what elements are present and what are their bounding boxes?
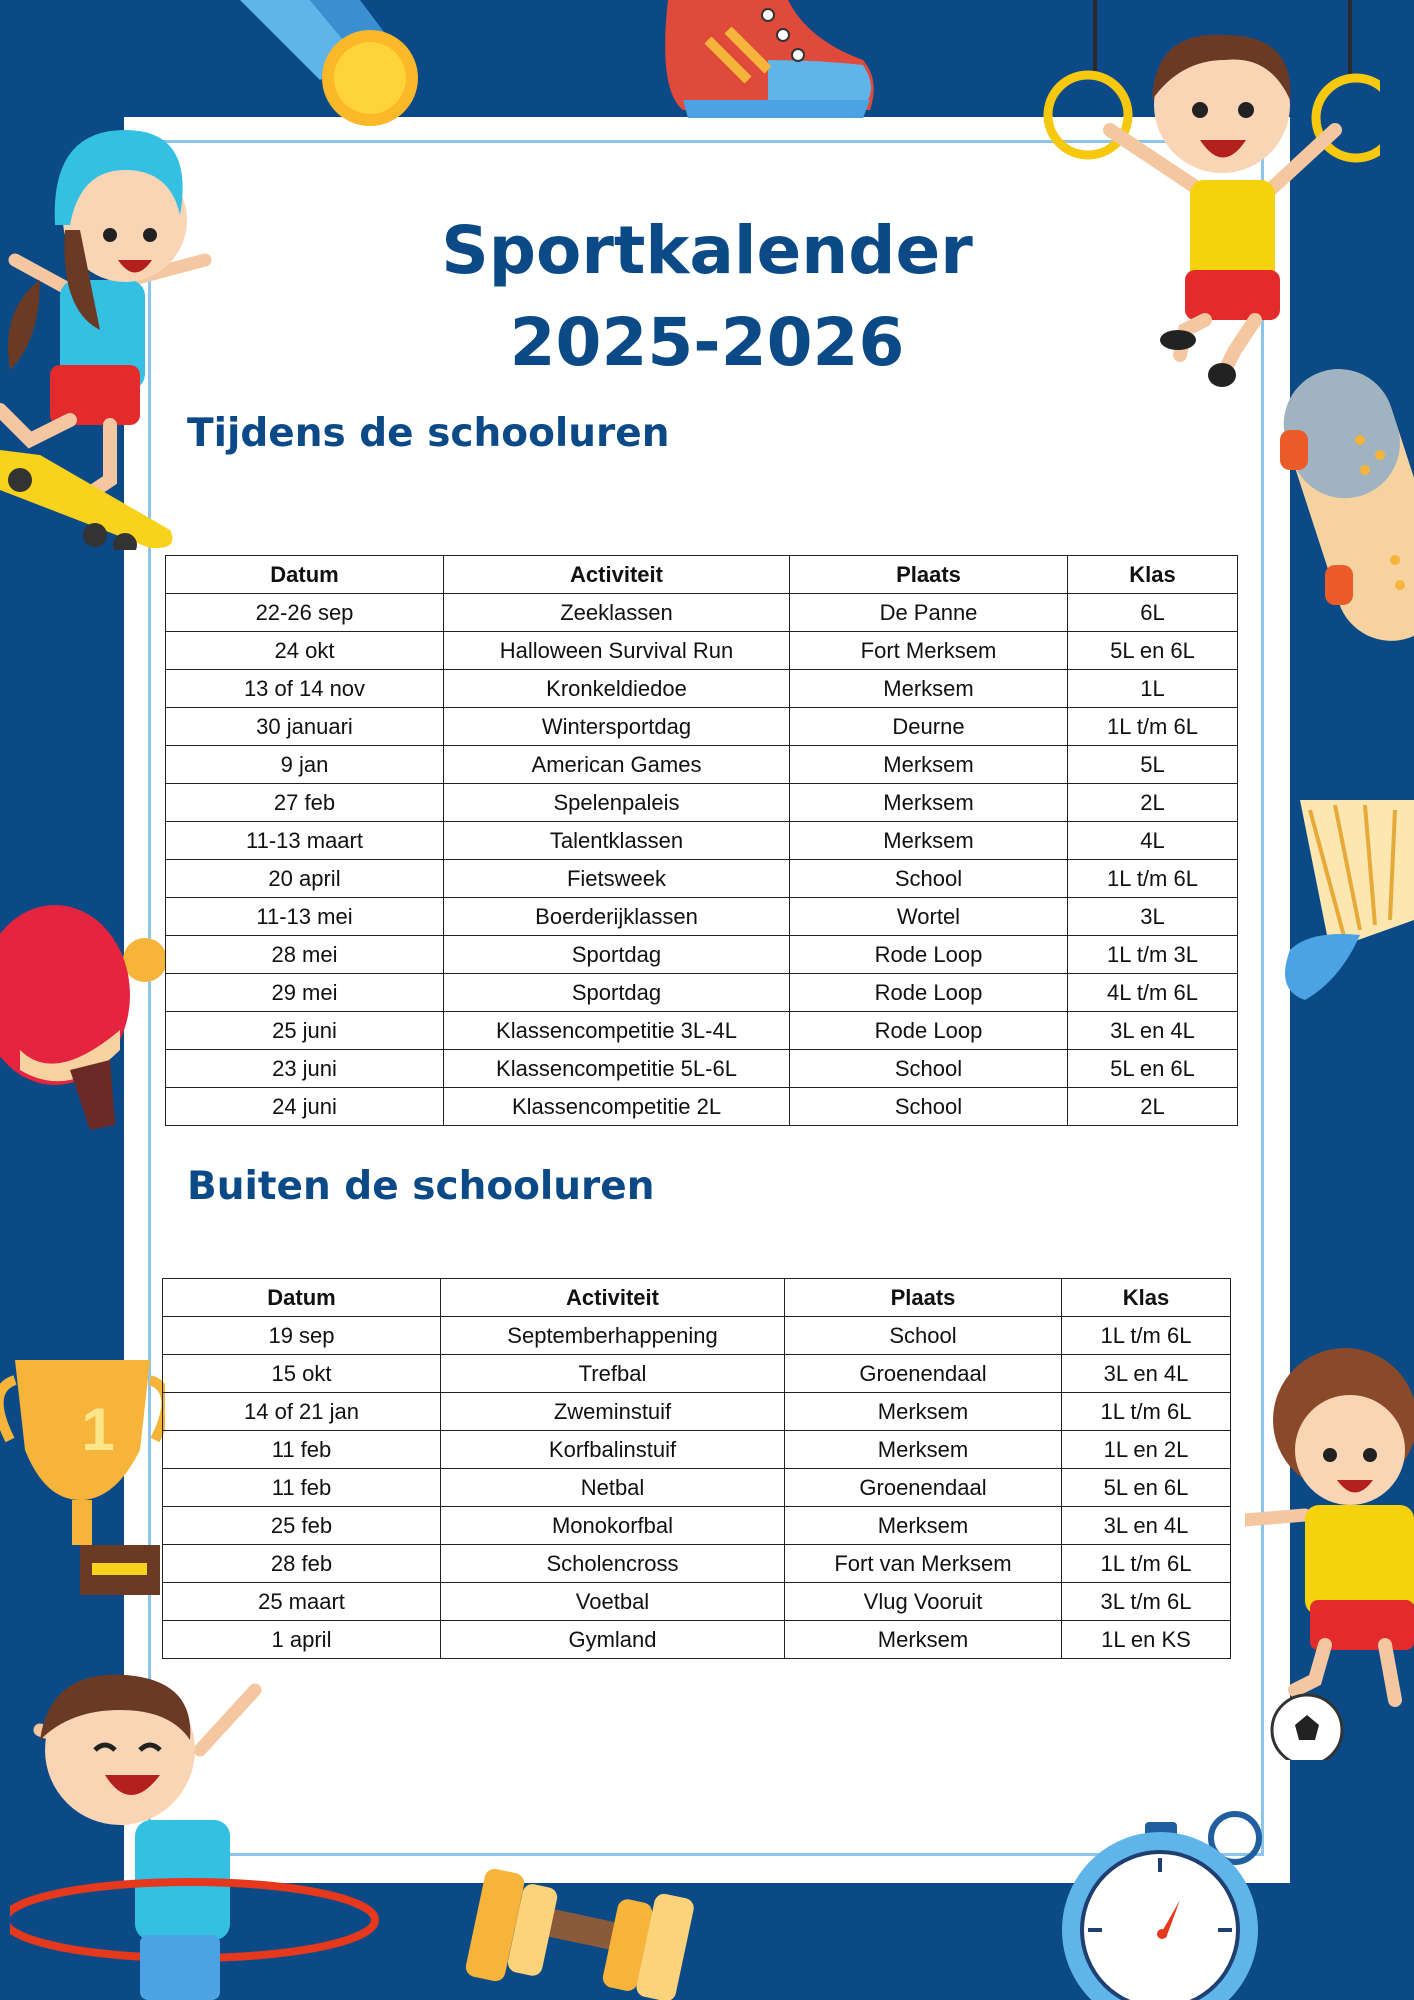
cell-class: 3L: [1068, 898, 1238, 936]
title-line-1: Sportkalender: [441, 212, 973, 289]
cell-class: 1L en 2L: [1062, 1431, 1231, 1469]
cell-date: 14 of 21 jan: [163, 1393, 441, 1431]
cell-activity: Klassencompetitie 5L-6L: [444, 1050, 790, 1088]
table-row: [166, 632, 1238, 670]
cell-place: Deurne: [790, 708, 1068, 746]
table-row: [166, 594, 1238, 632]
skateboard-icon: [1280, 360, 1414, 650]
cell-class: 1L t/m 6L: [1062, 1393, 1231, 1431]
column-header-place: Plaats: [785, 1279, 1062, 1317]
table-row: [166, 974, 1238, 1012]
cell-place: Merksem: [790, 746, 1068, 784]
cell-date: 25 juni: [166, 1012, 444, 1050]
table-row: [166, 1050, 1238, 1088]
column-header-place: Plaats: [790, 556, 1068, 594]
cell-date: 9 jan: [166, 746, 444, 784]
table-row: [166, 898, 1238, 936]
trophy-number: 1: [81, 1396, 115, 1463]
table-outside-school: [162, 1278, 1231, 1659]
cell-class: 4L t/m 6L: [1068, 974, 1238, 1012]
cell-date: 24 juni: [166, 1088, 444, 1126]
cell-place: Merksem: [790, 670, 1068, 708]
cell-place: Rode Loop: [790, 936, 1068, 974]
shuttlecock-icon: [1270, 800, 1414, 1010]
cell-class: 2L: [1068, 784, 1238, 822]
cell-place: Groenendaal: [785, 1469, 1062, 1507]
cell-date: 25 feb: [163, 1507, 441, 1545]
cell-place: Rode Loop: [790, 974, 1068, 1012]
cell-class: 1L en KS: [1062, 1621, 1231, 1659]
cell-place: School: [790, 860, 1068, 898]
table-row: [163, 1393, 1231, 1431]
cell-place: School: [790, 1050, 1068, 1088]
cell-date: 27 feb: [166, 784, 444, 822]
cell-place: School: [790, 1088, 1068, 1126]
cell-place: Merksem: [785, 1393, 1062, 1431]
table-row: [163, 1507, 1231, 1545]
cell-activity: Scholencross: [441, 1545, 785, 1583]
cell-activity: Kronkeldiedoe: [444, 670, 790, 708]
cell-place: Merksem: [785, 1507, 1062, 1545]
cell-activity: Gymland: [441, 1621, 785, 1659]
table-row: [163, 1317, 1231, 1355]
cell-place: Merksem: [785, 1431, 1062, 1469]
cell-date: 20 april: [166, 860, 444, 898]
cell-activity: American Games: [444, 746, 790, 784]
cell-class: 5L en 6L: [1068, 632, 1238, 670]
cell-class: 5L en 6L: [1062, 1469, 1231, 1507]
cell-activity: Spelenpaleis: [444, 784, 790, 822]
cell-place: Merksem: [790, 822, 1068, 860]
table-row: [163, 1431, 1231, 1469]
cell-date: 11-13 maart: [166, 822, 444, 860]
title-line-2: 2025-2026: [509, 304, 905, 381]
cell-date: 19 sep: [163, 1317, 441, 1355]
cell-place: Groenendaal: [785, 1355, 1062, 1393]
cell-date: 1 april: [163, 1621, 441, 1659]
cell-date: 13 of 14 nov: [166, 670, 444, 708]
cell-class: 1L t/m 6L: [1068, 860, 1238, 898]
table-row: [163, 1469, 1231, 1507]
stopwatch-icon: [1060, 1810, 1280, 2000]
table-row: [166, 822, 1238, 860]
cell-class: 1L t/m 6L: [1062, 1545, 1231, 1583]
table-row: [163, 1583, 1231, 1621]
cell-class: 1L t/m 6L: [1068, 708, 1238, 746]
cell-class: 3L en 4L: [1068, 1012, 1238, 1050]
cell-activity: Fietsweek: [444, 860, 790, 898]
table-row: [166, 860, 1238, 898]
trophy-icon: [0, 1350, 165, 1600]
cell-date: 30 januari: [166, 708, 444, 746]
section-heading-during-school: Tijdens de schooluren: [187, 411, 670, 456]
table-header-row: [166, 556, 1238, 594]
table-row: [166, 1088, 1238, 1126]
cell-date: 25 maart: [163, 1583, 441, 1621]
page-title: [124, 205, 1290, 389]
medal-icon: [240, 0, 440, 130]
cell-activity: Klassencompetitie 3L-4L: [444, 1012, 790, 1050]
cell-class: 1L t/m 6L: [1062, 1317, 1231, 1355]
table-row: [166, 708, 1238, 746]
cell-place: Merksem: [790, 784, 1068, 822]
cell-date: 11 feb: [163, 1469, 441, 1507]
cell-date: 28 mei: [166, 936, 444, 974]
cell-class: 3L en 4L: [1062, 1507, 1231, 1545]
table-during-school: [165, 555, 1238, 1126]
cell-class: 3L en 4L: [1062, 1355, 1231, 1393]
cell-place: Wortel: [790, 898, 1068, 936]
column-header-date: Datum: [166, 556, 444, 594]
column-header-activity: Activiteit: [441, 1279, 785, 1317]
cell-activity: Voetbal: [441, 1583, 785, 1621]
cell-activity: Zweminstuif: [441, 1393, 785, 1431]
table-row: [163, 1621, 1231, 1659]
table-row: [166, 1012, 1238, 1050]
cell-date: 22-26 sep: [166, 594, 444, 632]
column-header-activity: Activiteit: [444, 556, 790, 594]
section-heading-outside-school: Buiten de schooluren: [187, 1164, 655, 1209]
table-row: [166, 670, 1238, 708]
cell-activity: Zeeklassen: [444, 594, 790, 632]
cell-date: 11-13 mei: [166, 898, 444, 936]
cell-date: 24 okt: [166, 632, 444, 670]
cell-activity: Trefbal: [441, 1355, 785, 1393]
dumbbell-icon: [455, 1860, 705, 2000]
cell-class: 2L: [1068, 1088, 1238, 1126]
cell-activity: Klassencompetitie 2L: [444, 1088, 790, 1126]
cell-class: 4L: [1068, 822, 1238, 860]
cell-activity: Wintersportdag: [444, 708, 790, 746]
cell-activity: Monokorfbal: [441, 1507, 785, 1545]
cell-class: 5L: [1068, 746, 1238, 784]
cell-class: 3L t/m 6L: [1062, 1583, 1231, 1621]
table-row: [163, 1355, 1231, 1393]
cell-activity: Sportdag: [444, 936, 790, 974]
column-header-class: Klas: [1062, 1279, 1231, 1317]
cell-place: Vlug Vooruit: [785, 1583, 1062, 1621]
table-row: [166, 746, 1238, 784]
cell-activity: Boerderijklassen: [444, 898, 790, 936]
ping-pong-paddle-icon: [0, 900, 165, 1140]
cell-class: 1L: [1068, 670, 1238, 708]
cell-place: Merksem: [785, 1621, 1062, 1659]
cell-date: 29 mei: [166, 974, 444, 1012]
cell-activity: Netbal: [441, 1469, 785, 1507]
cell-date: 23 juni: [166, 1050, 444, 1088]
cell-place: De Panne: [790, 594, 1068, 632]
cell-place: Fort Merksem: [790, 632, 1068, 670]
cell-class: 6L: [1068, 594, 1238, 632]
column-header-class: Klas: [1068, 556, 1238, 594]
cell-class: 5L en 6L: [1068, 1050, 1238, 1088]
cell-place: School: [785, 1317, 1062, 1355]
column-header-date: Datum: [163, 1279, 441, 1317]
table-row: [166, 936, 1238, 974]
cell-activity: Septemberhappening: [441, 1317, 785, 1355]
cell-place: Fort van Merksem: [785, 1545, 1062, 1583]
cell-activity: Talentklassen: [444, 822, 790, 860]
table-row: [166, 784, 1238, 822]
cell-activity: Halloween Survival Run: [444, 632, 790, 670]
cell-activity: Korfbalinstuif: [441, 1431, 785, 1469]
sneaker-icon: [648, 0, 878, 125]
soccer-boy-illustration: [1245, 1340, 1414, 1760]
cell-place: Rode Loop: [790, 1012, 1068, 1050]
cell-date: 28 feb: [163, 1545, 441, 1583]
hula-hoop-girl-illustration: [10, 1670, 390, 2000]
cell-date: 15 okt: [163, 1355, 441, 1393]
table-header-row: [163, 1279, 1231, 1317]
cell-date: 11 feb: [163, 1431, 441, 1469]
table-row: [163, 1545, 1231, 1583]
cell-class: 1L t/m 3L: [1068, 936, 1238, 974]
cell-activity: Sportdag: [444, 974, 790, 1012]
